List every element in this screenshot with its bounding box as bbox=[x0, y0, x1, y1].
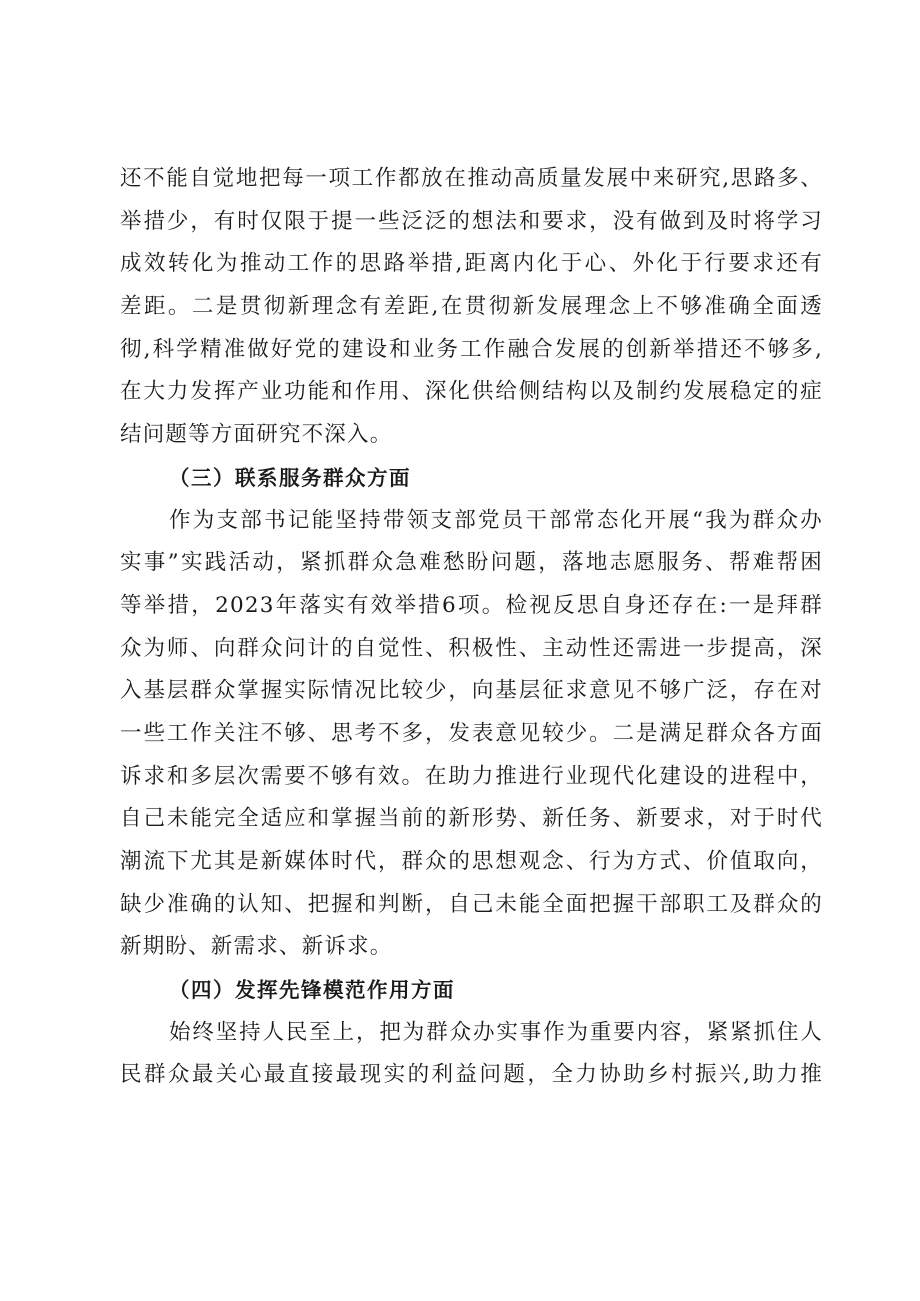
section-3-paragraph bbox=[120, 500, 823, 970]
text-line: 缺少准确的认知、把握和判断，自己未能全面把握干部职工及群众的 bbox=[120, 891, 823, 917]
text-line: 等举措，2023年落实有效举措6项。检视反思自身还存在:一是拜群 bbox=[120, 592, 823, 618]
text-line: 彻,科学精准做好党的建设和业务工作融合发展的创新举措还不够多, bbox=[120, 336, 823, 362]
text-line: 一些工作关注不够、思考不多，发表意见较少。二是满足群众各方面 bbox=[120, 720, 823, 746]
continuation-paragraph bbox=[120, 158, 823, 457]
section-heading-4: （四）发挥先锋模范作用方面 bbox=[169, 978, 455, 1003]
text-line: 作为支部书记能坚持带领支部党员干部常态化开展“我为群众办 bbox=[169, 507, 823, 533]
text-line: 诉求和多层次需要不够有效。在助力推进行业现代化建设的进程中， bbox=[120, 763, 823, 789]
text-line: 结问题等方面研究不深入。 bbox=[120, 422, 393, 448]
text-line: 始终坚持人民至上，把为群众办实事作为重要内容，紧紧抓住人 bbox=[169, 1019, 823, 1045]
text-line: 在大力发挥产业功能和作用、深化供给侧结构以及制约发展稳定的症 bbox=[120, 379, 823, 405]
text-line: 众为师、向群众问计的自觉性、积极性、主动性还需进一步提高，深 bbox=[120, 635, 823, 661]
text-line: 自己未能完全适应和掌握当前的新形势、新任务、新要求，对于时代 bbox=[120, 806, 823, 832]
section-heading-3: （三）联系服务群众方面 bbox=[169, 465, 411, 490]
text-line: 入基层群众掌握实际情况比较少，向基层征求意见不够广泛，存在对 bbox=[120, 678, 823, 704]
section-4-paragraph bbox=[120, 1012, 823, 1097]
text-line: 举措少，有时仅限于提一些泛泛的想法和要求，没有做到及时将学习 bbox=[120, 208, 823, 234]
text-line: 还不能自觉地把每一项工作都放在推动高质量发展中来研究,思路多、 bbox=[120, 166, 823, 191]
document-body bbox=[120, 158, 823, 1097]
text-line: 潮流下尤其是新媒体时代，群众的思想观念、行为方式、价值取向， bbox=[120, 849, 823, 874]
text-line: 差距。二是贯彻新理念有差距,在贯彻新发展理念上不够准确全面透 bbox=[120, 294, 823, 320]
text-line: 成效转化为推动工作的思路举措,距离内化于心、外化于行要求还有 bbox=[120, 251, 823, 277]
text-line: 实事”实践活动，紧抓群众急难愁盼问题，落地志愿服务、帮难帮困 bbox=[120, 550, 823, 576]
text-line: 民群众最关心最直接最现实的利益问题，全力协助乡村振兴,助力推 bbox=[120, 1062, 823, 1088]
text-line: 新期盼、新需求、新诉求。 bbox=[120, 934, 393, 960]
